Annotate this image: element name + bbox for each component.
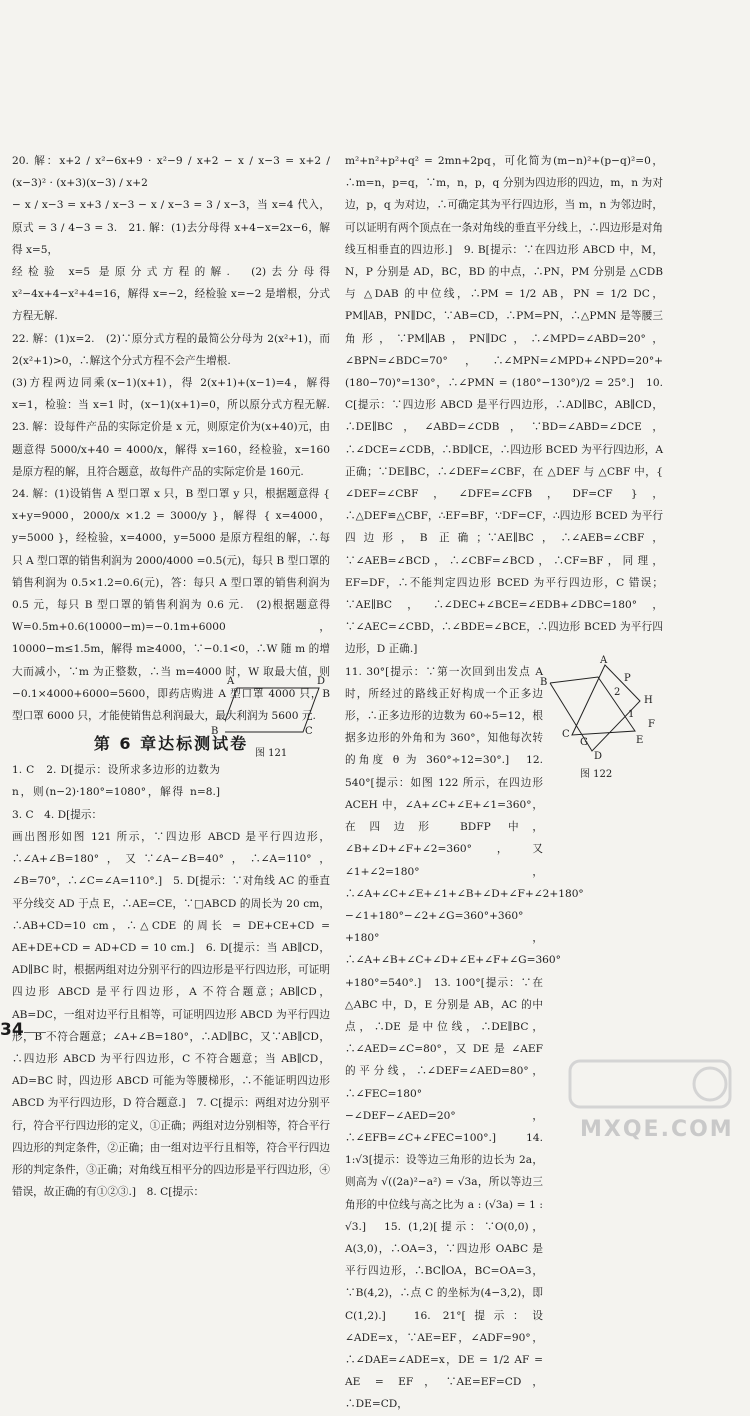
answer-block: 20. 解：x+2 / x²−6x+9 · x²−9 / x+2 − x / x−3 = x+2 / (x−3)² · (x+3)(x−3) / x+2 <box>12 155 330 190</box>
vertex-label: 2 <box>614 687 621 698</box>
watermark <box>560 1055 745 1145</box>
vertex-label: A <box>227 676 235 687</box>
vertex-label: A <box>600 655 608 666</box>
vertex-label: P <box>624 673 631 684</box>
vertex-label: E <box>636 735 644 746</box>
vertex-label: H <box>644 695 653 706</box>
vertex-label: C <box>305 726 313 737</box>
vertex-label: F <box>648 719 655 730</box>
answer-block: 11. 30°[提示：∵第一次回到出发点 A 时，所经过的路线正好构成一个正多边形，∴正多边形的边数为 60÷5=12，根据多边形的外角和为 360°，知他每次转的角度 θ 为 360°÷12=30°.] 12. 540°[提示：如图 122 所示，在四边形 ACEH 中，∠A+∠C+∠E+∠1=360°，在四边形 BDFP 中，∠B+∠D+∠F+∠2=360°，又∠1+∠2=180°，∴∠A+∠C+∠E+∠1+∠B+∠D+∠F+∠2+180°−∠1+180°−∠2+∠G=360°+360°+180°，∴∠A+∠B+∠C+∠D+∠E+∠F+∠G=360°+180°=540°.] 13. 100°[提示：∵在 △ABC 中，D，E 分别是 AB，AC 的中点，∴DE 是中位线，∴DE∥BC，∴∠AED=∠C=80°，又 DE 是 ∠AEF 的平分线，∴∠DEF=∠AED=80°，∴∠FEC=180°−∠DEF−∠AED=20°，∴∠EFB=∠C+∠FEC=100°.] 14. 1:√3[提示：设等边三角形的边长为 2a，则高为 √((2a)²−a²) = √3a，所以等边三角形的中位线与高之比为 a : (√3a) = 1 : √3.] 15. (1,2)[提示：∵O(0,0)，A(3,0)，∴OA=3，∵四边形 OABC 是平行四边形，∴BC∥OA，BC=OA=3，∵B(4,2)，∴点 C 的坐标为(4−3,2)，即 C(1,2).] 16. 21°[提示：设 ∠ADE=x，∵AE=EF，∠ADF=90°，∴∠DAE=∠ADE=x，DE = 1/2 AF = AE = EF，∵AE=EF=CD，∴DE=CD， <box>345 665 584 1411</box>
figure-caption: 图 121 <box>255 748 288 759</box>
answer-block: 画出图形如图 121 所示，∵四边形 ABCD 是平行四边形，∴∠A+∠B=180°，又∵∠A−∠B=40°，∴∠A=110°，∠B=70°，∴∠C=∠A=110°.] 5. D[提示：∵对角线 AC 的垂直平分线交 AD 于点 E，∴AE=CE，∵□ABCD 的周长为 20 cm，∴AB+CD=10 cm，∴△CDE 的周长 = DE+CE+CD = AE+DE+CD = AD+CD = 10 cm.] 6. D[提示：当 AB∥CD，AD∥BC 时，根据两组对边分别平行的四边形是平行四边形，可证明四边形 ABCD 是平行四边形，A 不符合题意；AB∥CD，AB=DC，一组对边平行且相等，可证明四边形 ABCD 为平行四边形，B 不符合题意；∠A+∠B=180°，∴AD∥BC，又∵AB∥CD，∴四边形 ABCD 为平行四边形，C 不符合题意；当 AB∥CD，AD=BC 时，四边形 ABCD 可能为等腰梯形，∴不能证明四边形 ABCD 为平行四边形，D 符合题意.] 7. C[提示：两组对边分别平行，符合平行四边形的定义，①正确；两组对边分别相等，符合平行四边形的判定条件，②正确；由一组对边平行且相等，符合平行四边形的判定条件，③正确；对角线互相平分的四边形是平行四边形，④错误，故正确的有①②③.] 8. C[提示： <box>12 830 330 1199</box>
figure-caption: 图 122 <box>580 769 613 780</box>
vertex-label: D <box>317 676 326 687</box>
answer-block: − x / x−3 = x+3 / x−3 − x / x−3 = 3 / x−3，当 x=4 代入，原式 = 3 / 4−3 = 3. 21. 解：(1)去分母得 x+4−x=2x−6，解得 x=5， <box>12 199 330 256</box>
parallelogram-diagram <box>225 680 330 740</box>
answer-block: 24. 解：(1)设销售 A 型口罩 x 只，B 型口罩 y 只，根据题意得 { x+y=9000，2000/x ×1.2 = 3000/y }，解得 { x=4000，y=5000 }，经检验，x=4000，y=5000 是原方程组的解，∴每只 A 型口罩的销售利润为 2000/4000 =0.5(元)，每只 B 型口罩的销售利润为 0.5×1.2=0.6(元)，答：每只 A 型口罩的销售利润为 0.5 元，每只 B 型口罩的销售利润为 0.6 元. (2)根据题意得 W=0.5m+0.6(10000−m)=−0.1m+6000，10000−m≤1.5m，解得 m≥4000，∵−0.1<0，∴W 随 m 的增大而减小，∵m 为正整数，∴当 m=4000 时，W 取最大值，则−0.1×4000+6000=5600，即药店购进 A 型口罩 4000 只，B 型口罩 6000 只，才能使销售总利润最大，最大利润为 5600 元. <box>12 488 330 723</box>
page-number: 34 <box>0 1020 24 1040</box>
answer-block: 经检验 x=5 是原分式方程的解. (2)去分母得 x²−4x+4−x²+4=16，解得 x=−2，经检验 x=−2 是增根，分式方程无解. <box>12 266 330 323</box>
chapter-heading: 第 6 章达标测试卷 <box>93 734 249 754</box>
figure-121 <box>211 676 330 760</box>
vertex-label: D <box>594 751 603 762</box>
right-column <box>345 150 663 1416</box>
vertex-label: 1 <box>628 709 635 720</box>
answer-block: 1. C 2. D[提示：设所求多边形的边数为 n，则(n−2)·180°=1080°，解得 n=8.] 3. C 4. D[提示： <box>12 764 231 821</box>
vertex-label: B <box>540 677 548 688</box>
vertex-label: G <box>580 737 588 748</box>
answer-block: m²+n²+p²+q² = 2mn+2pq，可化简为(m−n)²+(p−q)²=0，∴m=n，p=q，∵m，n，p，q 分别为四边形的四边，m，n 为对边，p，q 为对边，∴可确定其为平行四边形，当 m，n 为邻边时，可以证明有两个顶点在一条对角线的垂直平分线上，∴四边形是对角线互相垂直的四边形.] 9. B[提示：∵在四边形 ABCD 中，M，N，P 分别是 AD，BC，BD 的中点，∴PN，PM 分别是 △CDB 与 △DAB 的中位线，∴PM = 1/2 AB，PN = 1/2 DC，PM∥AB，PN∥DC，∵AB=CD，∴PM=PN，∴△PMN 是等腰三角形，∵PM∥AB，PN∥DC，∴∠MPD=∠ABD=20°，∠BPN=∠BDC=70°，∴∠MPN=∠MPD+∠NPD=20°+(180−70)°=130°，∴∠PMN = (180°−130°)/2 = 25°.] 10. C[提示：∵四边形 ABCD 是平行四边形，∴AD∥BC，AB∥CD，∴DE∥BC，∠ABD=∠CDB，∵BD=∠ABD=∠DCE，∴∠DCE=∠CDB，∴BD∥CE，∴四边形 BCED 为平行四边形，A 正确；∵DE∥BC，∴∠DEF=∠CBF，在 △DEF 与 △CBF 中，{ ∠DEF=∠CBF，∠DFE=∠CFB，DF=CF }，∴△DEF≌△CBF，∴EF=BF，∵DF=CF，∴四边形 BCED 为平行四边形，B 正确；∵AE∥BC，∴∠AEB=∠CBF，∵∠AEB=∠BCD，∴∠CBF=∠BCD，∴CF=BF，同理，EF=DF，∴不能判定四边形 BCED 为平行四边形，C 错误；∵AE∥BC，∴∠DEC+∠BCE=∠EDB+∠DBC=180°，∵∠AEC=∠CBD，∴∠BDE=∠BCE，∴四边形 BCED 为平行四边形，D 正确.] <box>345 155 663 656</box>
heptagram-diagram <box>540 655 660 765</box>
answer-block: 22. 解：(1)x=2. (2)∵原分式方程的最简公分母为 2(x²+1)，而 2(x²+1)>0，∴解这个分式方程不会产生增根. <box>12 332 330 367</box>
left-column <box>12 150 341 1203</box>
answer-block: (3)方程两边同乘(x−1)(x+1)，得 2(x+1)+(x−1)=4，解得 x=1，检验：当 x=1 时，(x−1)(x+1)=0，所以原分式方程无解. 23. 解：设每件产品的实际定价是 x 元，则原定价为(x+40)元，由题意得 5000/x+40 = 4000/x，解得 x=160，经检验，x=160 是原方程的解，且符合题意，故每件产品的实际定价是 160元. <box>12 377 341 478</box>
vertex-label: B <box>211 726 219 737</box>
watermark-text: MXQE.COM <box>580 1117 734 1142</box>
vertex-label: C <box>562 729 570 740</box>
page-number-rule <box>24 1032 46 1033</box>
watermark-logo-icon <box>560 1055 745 1115</box>
figure-122 <box>540 655 660 780</box>
